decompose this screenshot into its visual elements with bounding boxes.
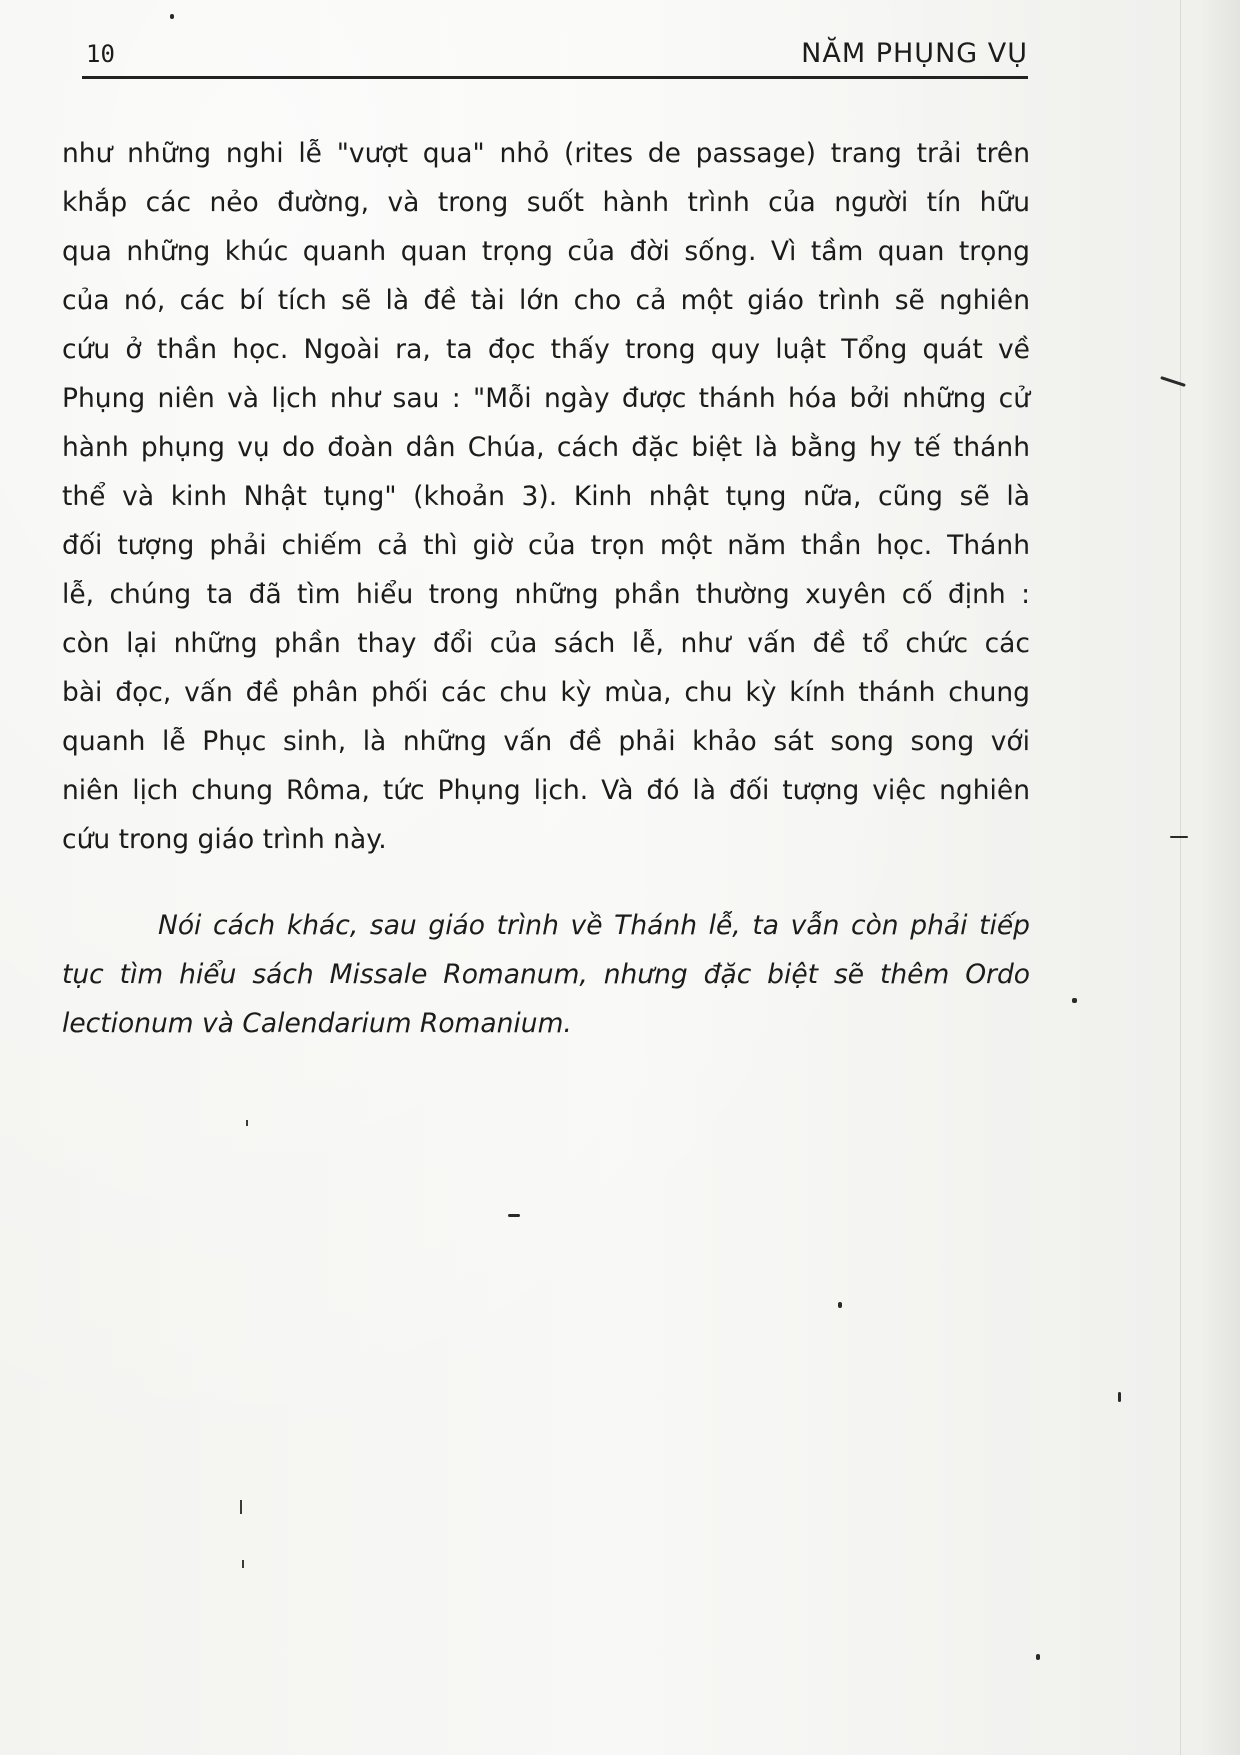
scan-speck: [1160, 376, 1186, 387]
scan-speck: [1170, 836, 1188, 838]
text-line: còn lại những phần thay đổi của sách lễ, như vấn đề tổ chức các: [62, 628, 1030, 659]
text-line: của nó, các bí tích sẽ là đề tài lớn cho cả một giáo trình sẽ nghiên: [62, 285, 1030, 316]
text-line: qua những khúc quanh quan trọng của đời sống. Vì tầm quan trọng: [62, 236, 1030, 267]
scan-speck: [838, 1302, 842, 1308]
page-edge-shadow: [1200, 0, 1240, 1755]
scan-speck: [240, 1500, 242, 1514]
text-line: cứu trong giáo trình này.: [62, 824, 387, 855]
text-line: lectionum và Calendarium Romanium.: [62, 1008, 572, 1039]
text-line: hành phụng vụ do đoàn dân Chúa, cách đặc biệt là bằng hy tế thánh: [62, 432, 1030, 463]
scan-speck: [242, 1560, 244, 1568]
page-edge-line: [1180, 0, 1181, 1755]
page-header: [82, 38, 1028, 79]
text-line: cứu ở thần học. Ngoài ra, ta đọc thấy trong quy luật Tổng quát về: [62, 334, 1030, 365]
page-number: 10: [86, 40, 115, 68]
text-line: tục tìm hiểu sách Missale Romanum, nhưng đặc biệt sẽ thêm Ordo: [62, 959, 1030, 990]
running-title: NĂM PHỤNG VỤ: [801, 38, 1028, 69]
text-line: quanh lễ Phục sinh, là những vấn đề phải khảo sát song song với: [62, 726, 1030, 757]
scan-speck: [1036, 1654, 1040, 1660]
text-line: như những nghi lễ "vượt qua" nhỏ (rites de passage) trang trải trên: [62, 138, 1030, 169]
text-line: Nói cách khác, sau giáo trình về Thánh lễ, ta vẫn còn phải tiếp: [158, 910, 1030, 941]
text-line: thể và kinh Nhật tụng" (khoản 3). Kinh nhật tụng nữa, cũng sẽ là: [62, 481, 1030, 512]
text-line: Phụng niên và lịch như sau : "Mỗi ngày được thánh hóa bởi những cử: [62, 383, 1030, 414]
text-line: niên lịch chung Rôma, tức Phụng lịch. Và đó là đối tượng việc nghiên: [62, 775, 1030, 806]
scan-speck: [508, 1214, 520, 1217]
text-line: lễ, chúng ta đã tìm hiểu trong những phần thường xuyên cố định :: [62, 579, 1030, 610]
scan-speck: [246, 1120, 248, 1126]
text-line: đối tượng phải chiếm cả thì giờ của trọn một năm thần học. Thánh: [62, 530, 1030, 561]
text-line: bài đọc, vấn đề phân phối các chu kỳ mùa, chu kỳ kính thánh chung: [62, 677, 1030, 708]
scan-speck: [170, 14, 174, 19]
scan-speck: [1072, 998, 1077, 1003]
text-line: khắp các nẻo đường, và trong suốt hành trình của người tín hữu: [62, 187, 1030, 218]
scan-speck: [1118, 1392, 1121, 1402]
